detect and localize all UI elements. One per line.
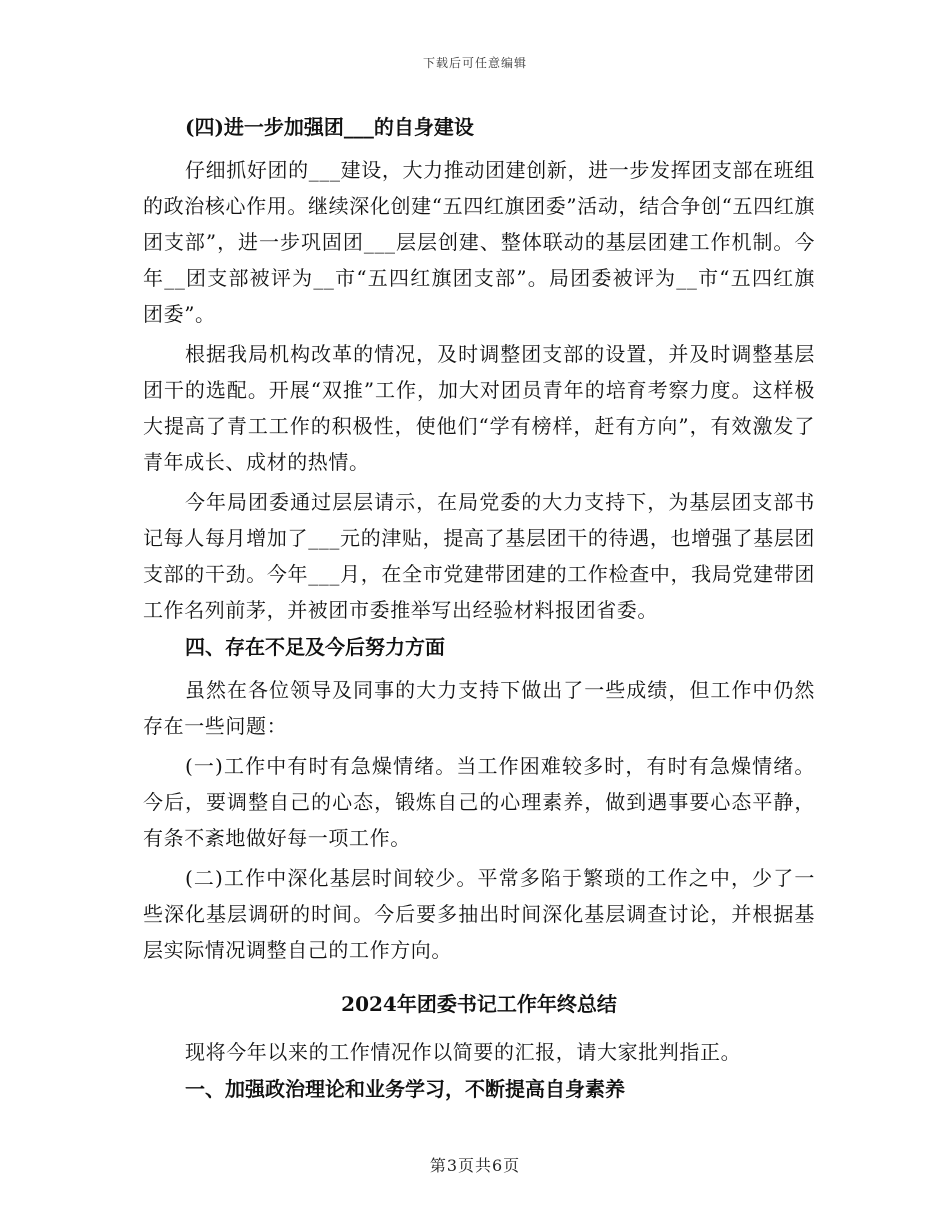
section-heading-4: (四)进一步加强团___的自身建设 — [185, 115, 474, 139]
paragraph: (一)工作中有时有急燥情绪。当工作困难较多时，有时有急燥情绪。今后，要调整自己的心态，锻炼自己的心理素养，做到遇事要心态平静，有条不紊地做好每一项工作。 — [143, 754, 815, 850]
page-number: 第3页共6页 — [429, 1156, 521, 1175]
section-heading-shortcomings: 四、存在不足及今后努力方面 — [185, 635, 445, 659]
paragraph: 虽然在各位领导及同事的大力支持下做出了一些成绩，但工作中仍然存在一些问题： — [143, 678, 815, 738]
paragraph: 今年局团委通过层层请示，在局党委的大力支持下，为基层团支部书记每人每月增加了___元的津贴，提高了基层团干的待遇，也增强了基层团支部的干劲。今年___月，在全市党建带团建的工作检查中，我局党建带团工作名列前茅，并被团市委推举写出经验材料报团省委。 — [143, 490, 815, 622]
document-title: 2024年团委书记工作年终总结 — [341, 992, 617, 1016]
section-heading-1: 一、加强政治理论和业务学习，不断提高自身素养 — [185, 1077, 625, 1101]
paragraph: 根据我局机构改革的情况，及时调整团支部的设置，并及时调整基层团干的选配。开展“双推”工作，加大对团员青年的培育考察力度。这样极大提高了青工工作的积极性，使他们“学有榜样，赶有方向”，有效激发了青年成长、成材的热情。 — [143, 342, 815, 474]
document-body — [143, 112, 815, 1114]
paragraph: 现将今年以来的工作情况作以简要的汇报，请大家批判指正。 — [185, 1040, 742, 1064]
paragraph: (二)工作中深化基层时间较少。平常多陷于繁琐的工作之中，少了一些深化基层调研的时间。今后要多抽出时间深化基层调查讨论，并根据基层实际情况调整自己的工作方向。 — [143, 866, 815, 962]
page-header-note: 下载后可任意编辑 — [422, 56, 527, 70]
paragraph: 仔细抓好团的___建设，大力推动团建创新，进一步发挥团支部在班组的政治核心作用。继续深化创建“五四红旗团委”活动，结合争创“五四红旗团支部”，进一步巩固团___层层创建、整体联动的基层团建工作机制。今年__团支部被评为__市“五四红旗团支部”。局团委被评为__市“五四红旗团委”。 — [143, 158, 815, 326]
